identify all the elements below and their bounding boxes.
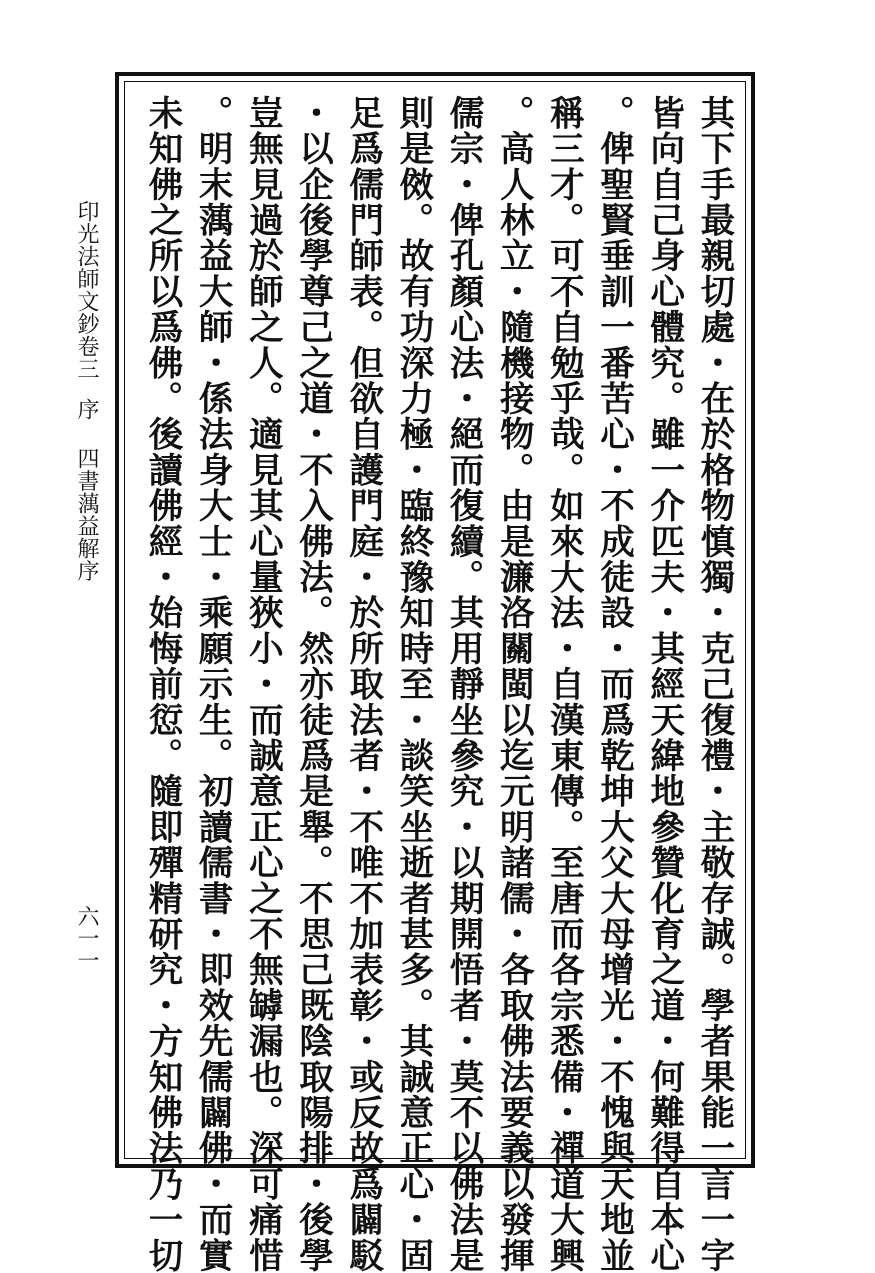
book-title: 印光法師文鈔卷三 <box>74 200 99 380</box>
chapter-title: 四書蕅益解序 <box>74 446 99 582</box>
page-number: 六一一 <box>74 905 99 971</box>
text-column: 。俾聖賢垂訓一番苦心・不成徒設・而爲乾坤大父大母增光・不愧與天地並 <box>593 95 634 1273</box>
text-column: 豈無見過於師之人。適見其心量狹小・而誠意正心之不無罅漏也。深可痛惜 <box>242 95 283 1273</box>
running-header <box>72 200 100 582</box>
text-column: 其下手最親切處・在於格物慎獨・克己復禮・主敬存誠。學者果能一言一字 <box>693 95 734 1273</box>
text-column: 未知佛之所以爲佛。後讀佛經・始悔前愆。隨即殫精研究・方知佛法乃一切 <box>142 95 182 1273</box>
text-column: 稱三才。可不自勉乎哉。如來大法・自漢東傳。至唐而各宗悉備・禪道大興 <box>543 95 584 1273</box>
text-column: 則是傚。故有功深力極・臨終豫知時至・談笑坐逝者甚多。其誠意正心・固 <box>392 95 433 1273</box>
body-text <box>140 95 736 1273</box>
text-column: 皆向自己身心體究。雖一介匹夫・其經天緯地參贊化育之道・何難得自本心 <box>643 95 684 1273</box>
text-column: 儒宗・俾孔顏心法・絕而復續。其用靜坐參究・以期開悟者・莫不以佛法是 <box>443 95 484 1273</box>
text-column: ・以企後學尊己之道・不入佛法。然亦徒爲是舉。不思己既陰取陽排・後學 <box>292 95 333 1273</box>
text-column: 。明末蕅益大師・係法身大士・乘願示生。初讀儒書・即效先儒闢佛・而實 <box>192 95 233 1273</box>
text-column: 。高人林立・隨機接物。由是濂洛關閩以迄元明諸儒・各取佛法要義以發揮 <box>493 95 534 1273</box>
text-column: 足爲儒門師表。但欲自護門庭・於所取法者・不唯不加表彰・或反故爲闢駁 <box>342 95 383 1273</box>
section-label: 序 <box>74 398 99 421</box>
